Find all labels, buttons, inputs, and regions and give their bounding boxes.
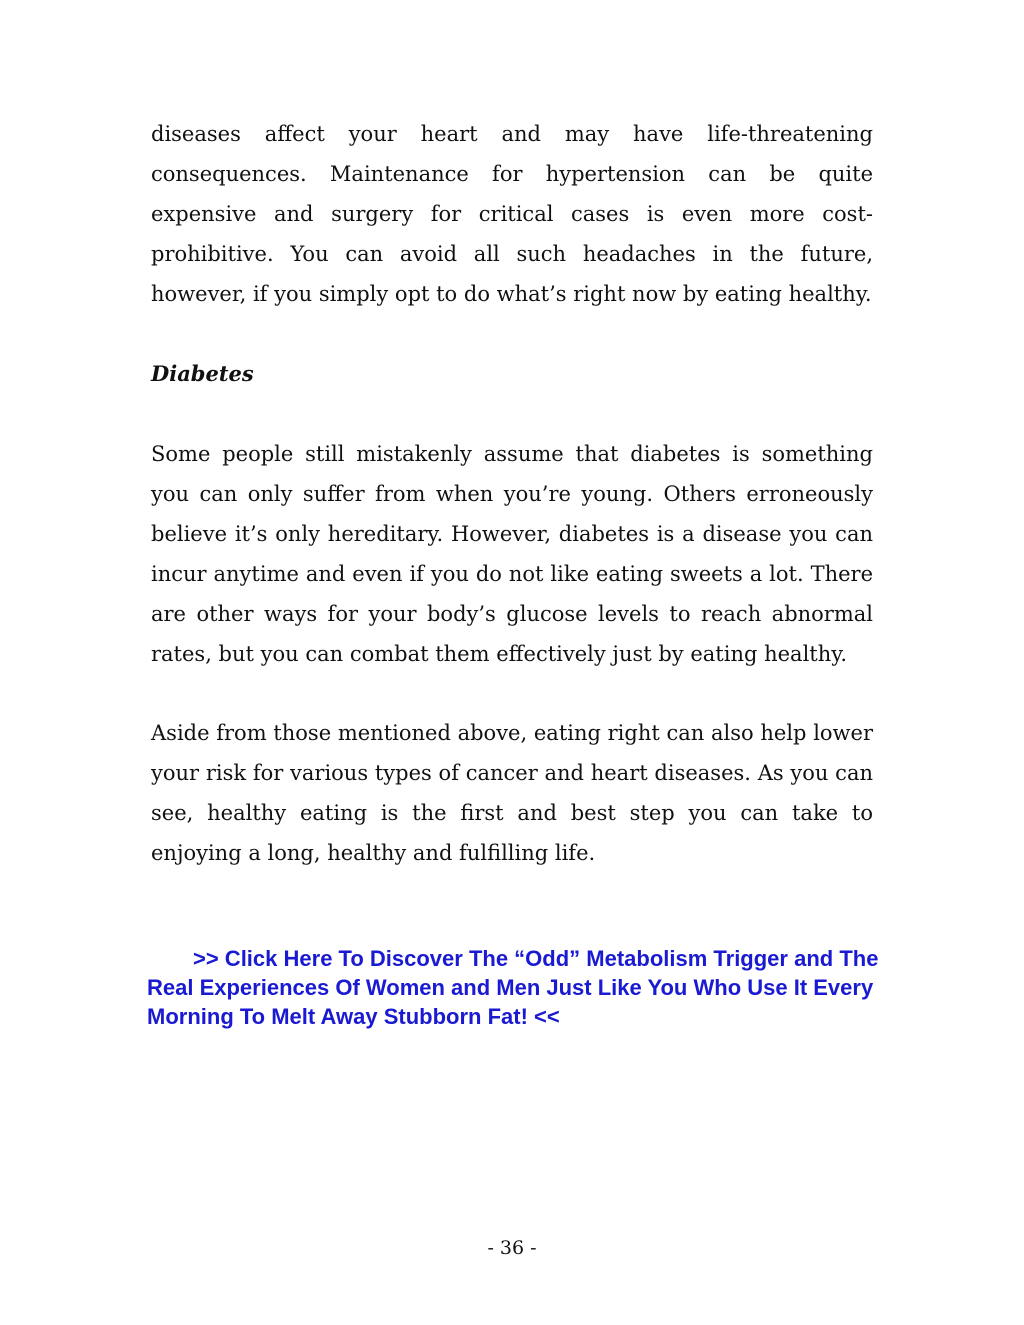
page-number: - 36 - [487,1237,537,1259]
paragraph-diabetes: Some people still mistakenly assume that diabetes is something you can only suffer from when you’re young. Others erroneously believe it’s only hereditary. However, diabetes is a disease you can incur anytime and even if you do not like eating sweets a lot. There are other ways for your body’s glucose levels to reach abnormal rates, but you can combat them effectively just by eating healthy. [151,442,873,666]
cta-link[interactable] [147,944,887,1031]
section-heading-diabetes: Diabetes [151,361,254,386]
paragraph-hypertension-conclusion: diseases affect your heart and may have life-threatening consequences. Maintenance for hypertension can be quite expensive and surgery for critical cases is even more cost-prohibitive. You can avoid all such headaches in the future, however, if you simply opt to do what’s right now by eating healthy. [151,122,873,306]
paragraph-conclusion: Aside from those mentioned above, eating right can also help lower your risk for various types of cancer and heart diseases. As you can see, healthy eating is the first and best step you can take to enjoying a long, healthy and fulfilling life. [151,721,873,865]
cta-link-text[interactable]: >> Click Here To Discover The “Odd” Metabolism Trigger and The Real Experiences Of Women and Men Just Like You Who Use It Every Morning To Melt Away Stubborn Fat! << [147,946,879,1029]
